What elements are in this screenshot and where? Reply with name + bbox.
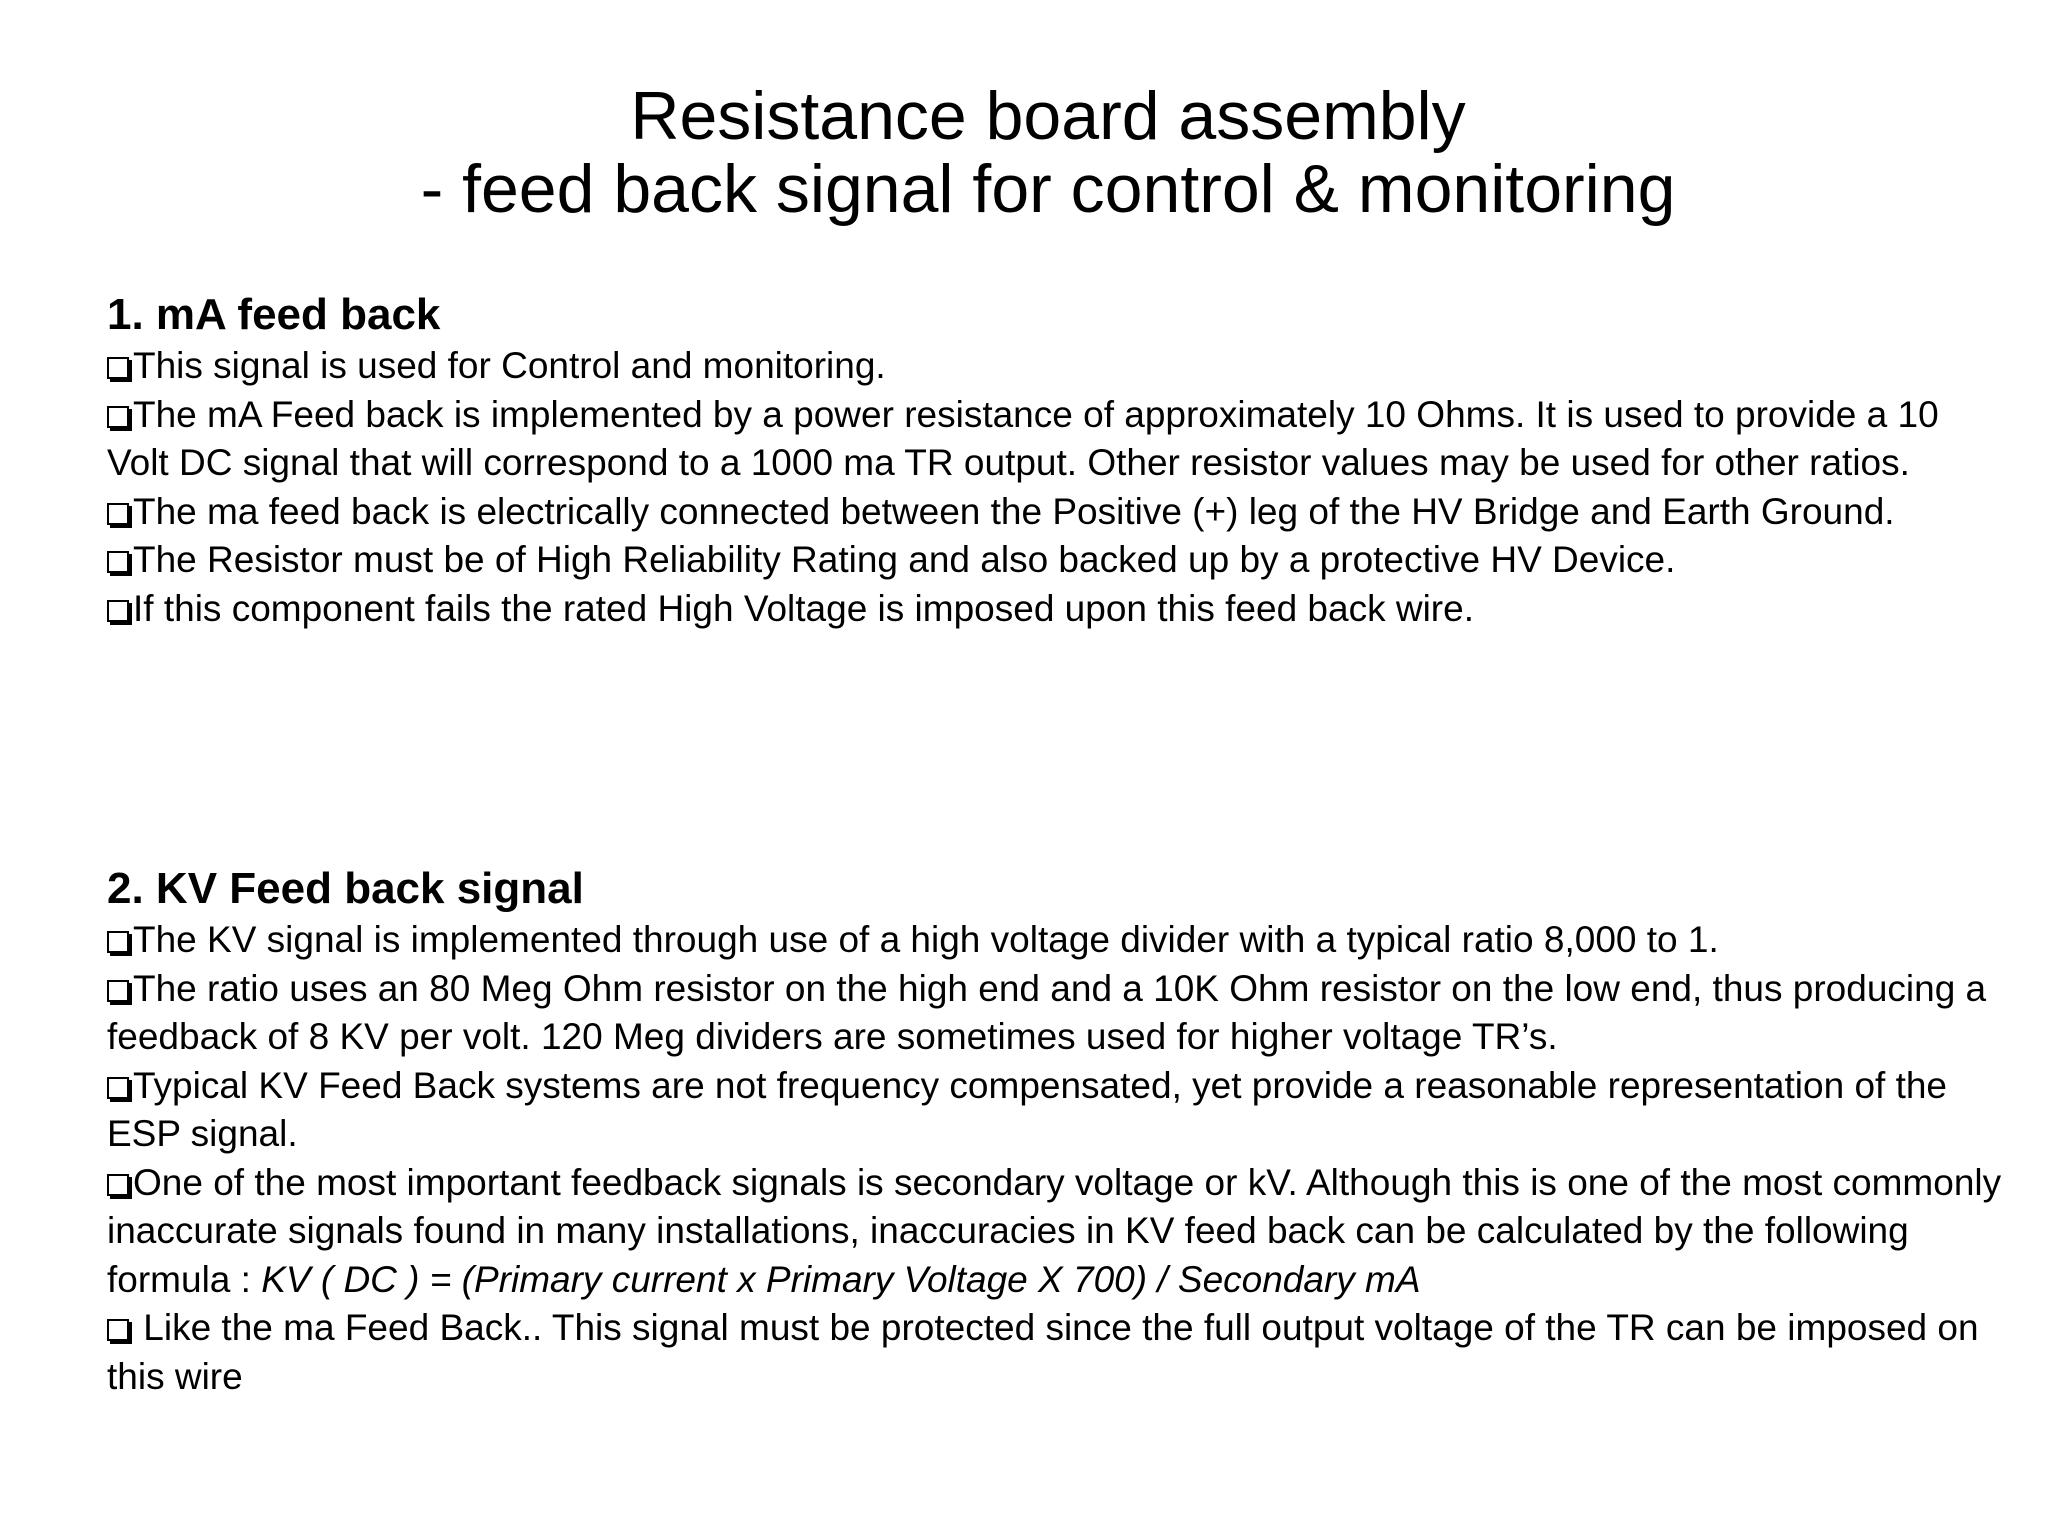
bullet-text: Typical KV Feed Back systems are not frequency compensated, yet provide a reasonable representation of the ESP signal. xyxy=(107,1064,1948,1154)
title-line-1: Resistance board assembly xyxy=(630,78,1466,154)
checkbox-bullet-icon xyxy=(107,600,129,622)
list-item xyxy=(107,1159,2007,1305)
bullet-text: If this component fails the rated High Voltage is imposed upon this feed back wire. xyxy=(133,587,1474,629)
list-item xyxy=(107,916,2007,965)
section-heading: 1. mA feed back xyxy=(107,290,441,339)
list-item xyxy=(107,585,2007,634)
checkbox-bullet-icon xyxy=(107,980,129,1002)
bullet-text: Like the ma Feed Back.. This signal must be protected since the full output voltage of the TR can be imposed on this wire xyxy=(107,1307,1979,1397)
checkbox-bullet-icon xyxy=(107,1319,129,1341)
checkbox-bullet-icon xyxy=(107,406,129,428)
checkbox-bullet-icon xyxy=(107,931,129,953)
list-item xyxy=(107,1304,2007,1401)
list-item xyxy=(107,391,2007,488)
list-item xyxy=(107,342,2007,391)
checkbox-bullet-icon xyxy=(107,503,129,525)
bullet-list xyxy=(107,916,2007,1401)
checkbox-bullet-icon xyxy=(107,1174,129,1196)
slide-title xyxy=(0,80,2048,227)
section-ma-feedback xyxy=(107,290,2007,633)
title-line-2: - feed back signal for control & monitoring xyxy=(420,151,1676,228)
list-item xyxy=(107,488,2007,537)
bullet-text: The ratio uses an 80 Meg Ohm resistor on the high end and a 10K Ohm resistor on the low end, thus producing a feedback of 8 KV per volt. 120 Meg dividers are sometimes used for higher voltage TR’s. xyxy=(107,967,1987,1057)
checkbox-bullet-icon xyxy=(107,551,129,573)
checkbox-bullet-icon xyxy=(107,1077,129,1099)
list-item xyxy=(107,1062,2007,1159)
section-heading: 2. KV Feed back signal xyxy=(107,864,584,913)
kv-formula: KV ( DC ) = (Primary current x Primary Voltage X 700) / Secondary mA xyxy=(261,1258,1421,1300)
bullet-text: One of the most important feedback signals is secondary voltage or kV. Although this is one of the most commonly inaccurate signals found in many installations, inaccuracies in KV feed back can be calculated by the following formula : xyxy=(107,1161,2002,1300)
list-item xyxy=(107,536,2007,585)
bullet-text: The KV signal is implemented through use of a high voltage divider with a typical ratio 8,000 to 1. xyxy=(133,919,1719,960)
bullet-text: The ma feed back is electrically connected between the Positive (+) leg of the HV Bridge and Earth Ground. xyxy=(133,490,1895,532)
bullet-list xyxy=(107,342,2007,633)
bullet-text: This signal is used for Control and monitoring. xyxy=(133,345,886,386)
checkbox-bullet-icon xyxy=(107,357,129,379)
list-item xyxy=(107,965,2007,1062)
bullet-text: The Resistor must be of High Reliability Rating and also backed up by a protective HV Device. xyxy=(133,539,1676,580)
bullet-text: The mA Feed back is implemented by a power resistance of approximately 10 Ohms. It is used to provide a 10 Volt DC signal that will correspond to a 1000 ma TR output. Other resistor values may be used for other ratios. xyxy=(107,393,1939,483)
section-kv-feedback xyxy=(107,864,2007,1401)
